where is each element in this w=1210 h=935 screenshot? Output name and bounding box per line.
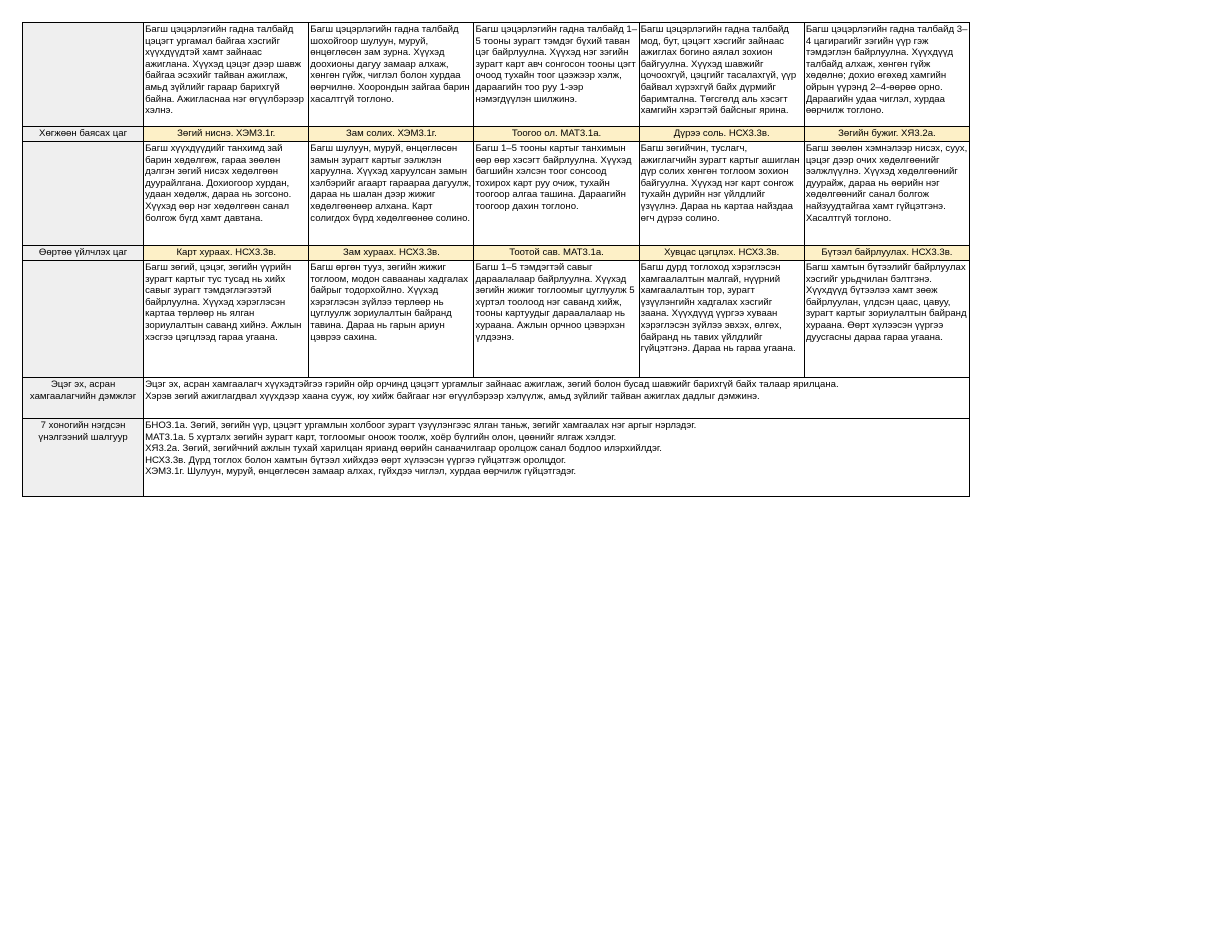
- weekly-criteria-text: [144, 419, 970, 497]
- activity-title: Зам хураах. НСХ3.3в.: [309, 246, 474, 261]
- activity-title: Зөгийн бужиг. ХЯ3.2а.: [804, 127, 969, 142]
- activity-cell: Багш хамтын бүтээлийг байрлуулах хэсгийг урьдчилан бэлтгэнэ. Хүүхдүүд бүтээлээ хамт зөөж байрлуулан, үлдсэн цаас, цавуу, зурагт картыг зориулалтын байранд хураана. Өөрт хүлээсэн үүргээ дуусгасны дараа гараа угаана.: [804, 261, 969, 378]
- activity-title: Карт хураах. НСХ3.3в.: [144, 246, 309, 261]
- criteria-line: МАТ3.1а. 5 хүртэлх зөгийн зурагт карт, тоглоомыг оноож тоолж, хоёр бүлгийн олон, цөөнийг ялгаж хэлдэг.: [145, 431, 617, 443]
- criteria-line: НСХ3.3в. Дүрд тоглох болон хамтын бүтээл хийхдээ өөрт хүлээсэн үүргээ гүйцэтгэж оролцдог.: [145, 454, 567, 466]
- fun-time-row: [23, 142, 970, 246]
- self-care-row: [23, 261, 970, 378]
- activity-cell: Багш цэцэрлэгийн гадна талбайд цэцэгт ургамал байгаа хэсгийг хүүхдүүдтэй хамт зайнаас ажиглана. Хүүхэд цэцэг дээр шавж байгаа эсэхийг тайван ажиглаж, амьд зүйлийг гараар барихгүй байна. Ажигласнаа нэг өгүүлбэрээр хэлнэ.: [144, 23, 309, 127]
- parents-support-text: [144, 378, 970, 419]
- activity-cell: Багш цэцэрлэгийн гадна талбайд мод, бут, цэцэгт хэсгийг зайнаас ажиглах богино аялал зохион байгуулна. Хүүхэд шавжийг цочоохгүй, цэцгийг тасалахгүй, үүр байвал хүрэхгүй байх дүрмийг баримтална. Төгсгөлд аль хэсэгт хамгийн хэрэгтэй байсныг ярина.: [639, 23, 804, 127]
- activity-cell: Багш өргөн тууз, зөгийн жижиг тоглоом, модон саваанаы хадгалах байрыг тодорхойлно. Хүүхэд хэрэглэсэн зүйлээ төрлөөр нь цуглуулж зориулалтын байранд тавина. Дараа нь гарын ариун цэврээ сахина.: [309, 261, 474, 378]
- activity-cell: Багш 1–5 тооны картыг танхимын өөр өөр хэсэгт байрлуулна. Хүүхэд багшийн хэлсэн тоог сонсоод тохирох карт руу очиж, тухайн тоогоор алгаа ташина. Дараагийн тоогоор дахин тоглоно.: [474, 142, 639, 246]
- activity-title: Зөгий ниснэ. ХЭМ3.1г.: [144, 127, 309, 142]
- activity-cell: Багш хүүхдүүдийг танхимд зай барин хөдөлгөж, гараа зөөлөн дэлгэн зөгий нисэх хөдөлгөөн дуурайлгана. Дохиогоор хурдан, удаан хөдөлж, дараа нь зогсоно. Хүүхэд өөр нэг хөдөлгөөн санал болгож бүгд хамт давтана.: [144, 142, 309, 246]
- activity-cell: Багш шулуун, муруй, өнцөглөсөн замын зурагт картыг ээлжлэн харуулна. Хүүхэд харуулсан замын хэлбэрийг агаарт гараараа дагуулж, дараа нь шалан дээр жижиг хөдөлгөөнөөр алхана. Карт солигдох бүрд хөдөлгөөнөө солино.: [309, 142, 474, 246]
- row-label-criteria: 7 хоногийн нэгдсэн үнэлгээний шалгуур: [23, 419, 144, 497]
- parents-support-row: [23, 378, 970, 419]
- criteria-line: ХЯ3.2а. Зөгий, зөгийчний ажлын тухай харилцан ярианд өөрийн санаачилгаар оролцож санал бодлоо илэрхийлдэг.: [145, 443, 662, 455]
- activity-title: Хувцас цэгцлэх. НСХ3.3в.: [639, 246, 804, 261]
- activity-title: Бүтээл байрлуулах. НСХ3.3в.: [804, 246, 969, 261]
- activity-title: Дүрээ соль. НСХ3.3в.: [639, 127, 804, 142]
- parents-line: Эцэг эх, асран хамгаалагч хүүхэдтэйгээ гэрийн ойр орчинд цэцэгт ургамлыг зайнаас ажиглаж, зөгий болон бусад шавжийг барихгүй байх талаар ярилцана.: [145, 379, 839, 390]
- parents-line: Хэрэв зөгий ажиглагдвал хүүхдээр хаана сууж, юу хийж байгааг нэг өгүүлбэрээр хэлүүлж, амьд зүйлийг тайван ажиглах дадлыг дэмжинэ.: [145, 390, 760, 402]
- fun-time-header-row: [23, 127, 970, 142]
- activity-title: Тоотой сав. МАТ3.1а.: [474, 246, 639, 261]
- activity-title: Зам солих. ХЭМ3.1г.: [309, 127, 474, 142]
- activity-cell: Багш цэцэрлэгийн гадна талбайд 3–4 цагирагийг зэгийн үүр гэж тэмдэглэн байрлуулна. Хүүхдүүд талбайд алхаж, хөнгөн гүйж хөдөлнө; дохио өгөхөд хамгийн ойрын үүрэнд 2–4-өөрөө орно. Дараагийн удаа чиглэл, хурдаа өөрчилж тоглоно.: [804, 23, 969, 127]
- row-label-fun-time: Хөгжөөн баясах цаг: [23, 127, 144, 142]
- activity-cell: Багш цэцэрлэгийн гадна талбайд шохойгоор шулуун, муруй, өнцөглөсөн зам зурна. Хүүхэд доохионы дагуу замаар алхаж, хөнгөн гүйж, чиглэл болон хурдаа өөрчилнө. Хоорондын зайгаа барин хасалтгүй тоглоно.: [309, 23, 474, 127]
- criteria-line: БНОЗ.1а. Зөгий, зөгийн үүр, цэцэгт ургамлын холбоог зурагт үзүүлэнгээс ялган таньж, зөгийг хамгаалах нэг аргыг нэрлэдэг.: [145, 420, 697, 431]
- row-label-empty: [23, 261, 144, 378]
- row-label-empty: [23, 142, 144, 246]
- activity-cell: Багш 1–5 тэмдэгтэй савыг дараалалаар байрлуулна. Хүүхэд зөгийн жижиг тоглоомыг цуглуулж 5 хүртэл тоолоод нэг саванд хийж, тооны картуудыг дараалалаар нь хураана. Ажлын орчноо цэвэрхэн үлдээнэ.: [474, 261, 639, 378]
- activity-cell: Багш дурд тоглоход хэрэглэсэн хамгаалалтын малгай, нүүрний хамгаалалтын тор, зурагт үзүүлэнгийн хадгалах хэсгийг заана. Хүүхдүүд үүргээ хуваан хэрэглэсэн зүйлээ эвхэх, өлгөх, байранд нь тавих үйлдлийг гүйцэтгэнэ. Дараа нь гараа угаана.: [639, 261, 804, 378]
- lesson-plan-table: [22, 22, 970, 497]
- criteria-line: ХЭМ3.1г. Шулуун, муруй, өнцөглөсөн замаар алхах, гүйхдээ чиглэл, хурдаа өөрчилж гүйцэтгэдэг.: [145, 466, 577, 478]
- self-care-header-row: [23, 246, 970, 261]
- activity-cell: Багш зөөлөн хэмнэлээр нисэх, суух, цэцэг дээр очих хөдөлгөөнийг ээлжлүүлнэ. Хүүхэд хөдөлгөөнийг дуурайж, дараа нь өөрийн нэг хөдөлгөөнийг санал болгож найзуудтайгаа хамт гүйцэтгэнэ. Хасалтгүй тоглоно.: [804, 142, 969, 246]
- row-label-self-care: Өөртөө үйлчлэх цаг: [23, 246, 144, 261]
- activity-cell: Багш цэцэрлэгийн гадна талбайд 1–5 тооны зурагт тэмдэг бүхий таван цэг байрлуулна. Хүүхэд нэг зэгийн зурагт карт авч сонгосон тооны цэгт очоод тухайн тоог цээжээр хэлж, дараагийн тоо руу 1-ээр нэмэгдүүлэн шилжинэ.: [474, 23, 639, 127]
- activity-cell: Багш зөгийчин, туслагч, ажиглагчийн зурагт картыг ашиглан дүр солих хөнгөн тоглоом зохион байгуулна. Хүүхэд нэг карт сонгож тухайн дүрийн нэг үйлдлийг үзүүлнэ. Дараа нь картаа найздаа өгч дүрээ солино.: [639, 142, 804, 246]
- activity-title: Тоогоо ол. МАТ3.1а.: [474, 127, 639, 142]
- row-label-empty: [23, 23, 144, 127]
- activity-cell: Багш зөгий, цэцэг, зөгийн үүрийн зурагт картыг тус тусад нь хийх савыг зурагт тэмдэглэгээтэй байрлуулна. Хүүхэд хэрэглэсэн картаа төрлөөр нь ялган зориулалтын саванд хийнэ. Ажлын хэсгээ цэгцлээд гараа угаана.: [144, 261, 309, 378]
- row-label-parents: Эцэг эх, асран хамгаалагчийн дэмжлэг: [23, 378, 144, 419]
- outdoor-activity-row: [23, 23, 970, 127]
- weekly-criteria-row: [23, 419, 970, 497]
